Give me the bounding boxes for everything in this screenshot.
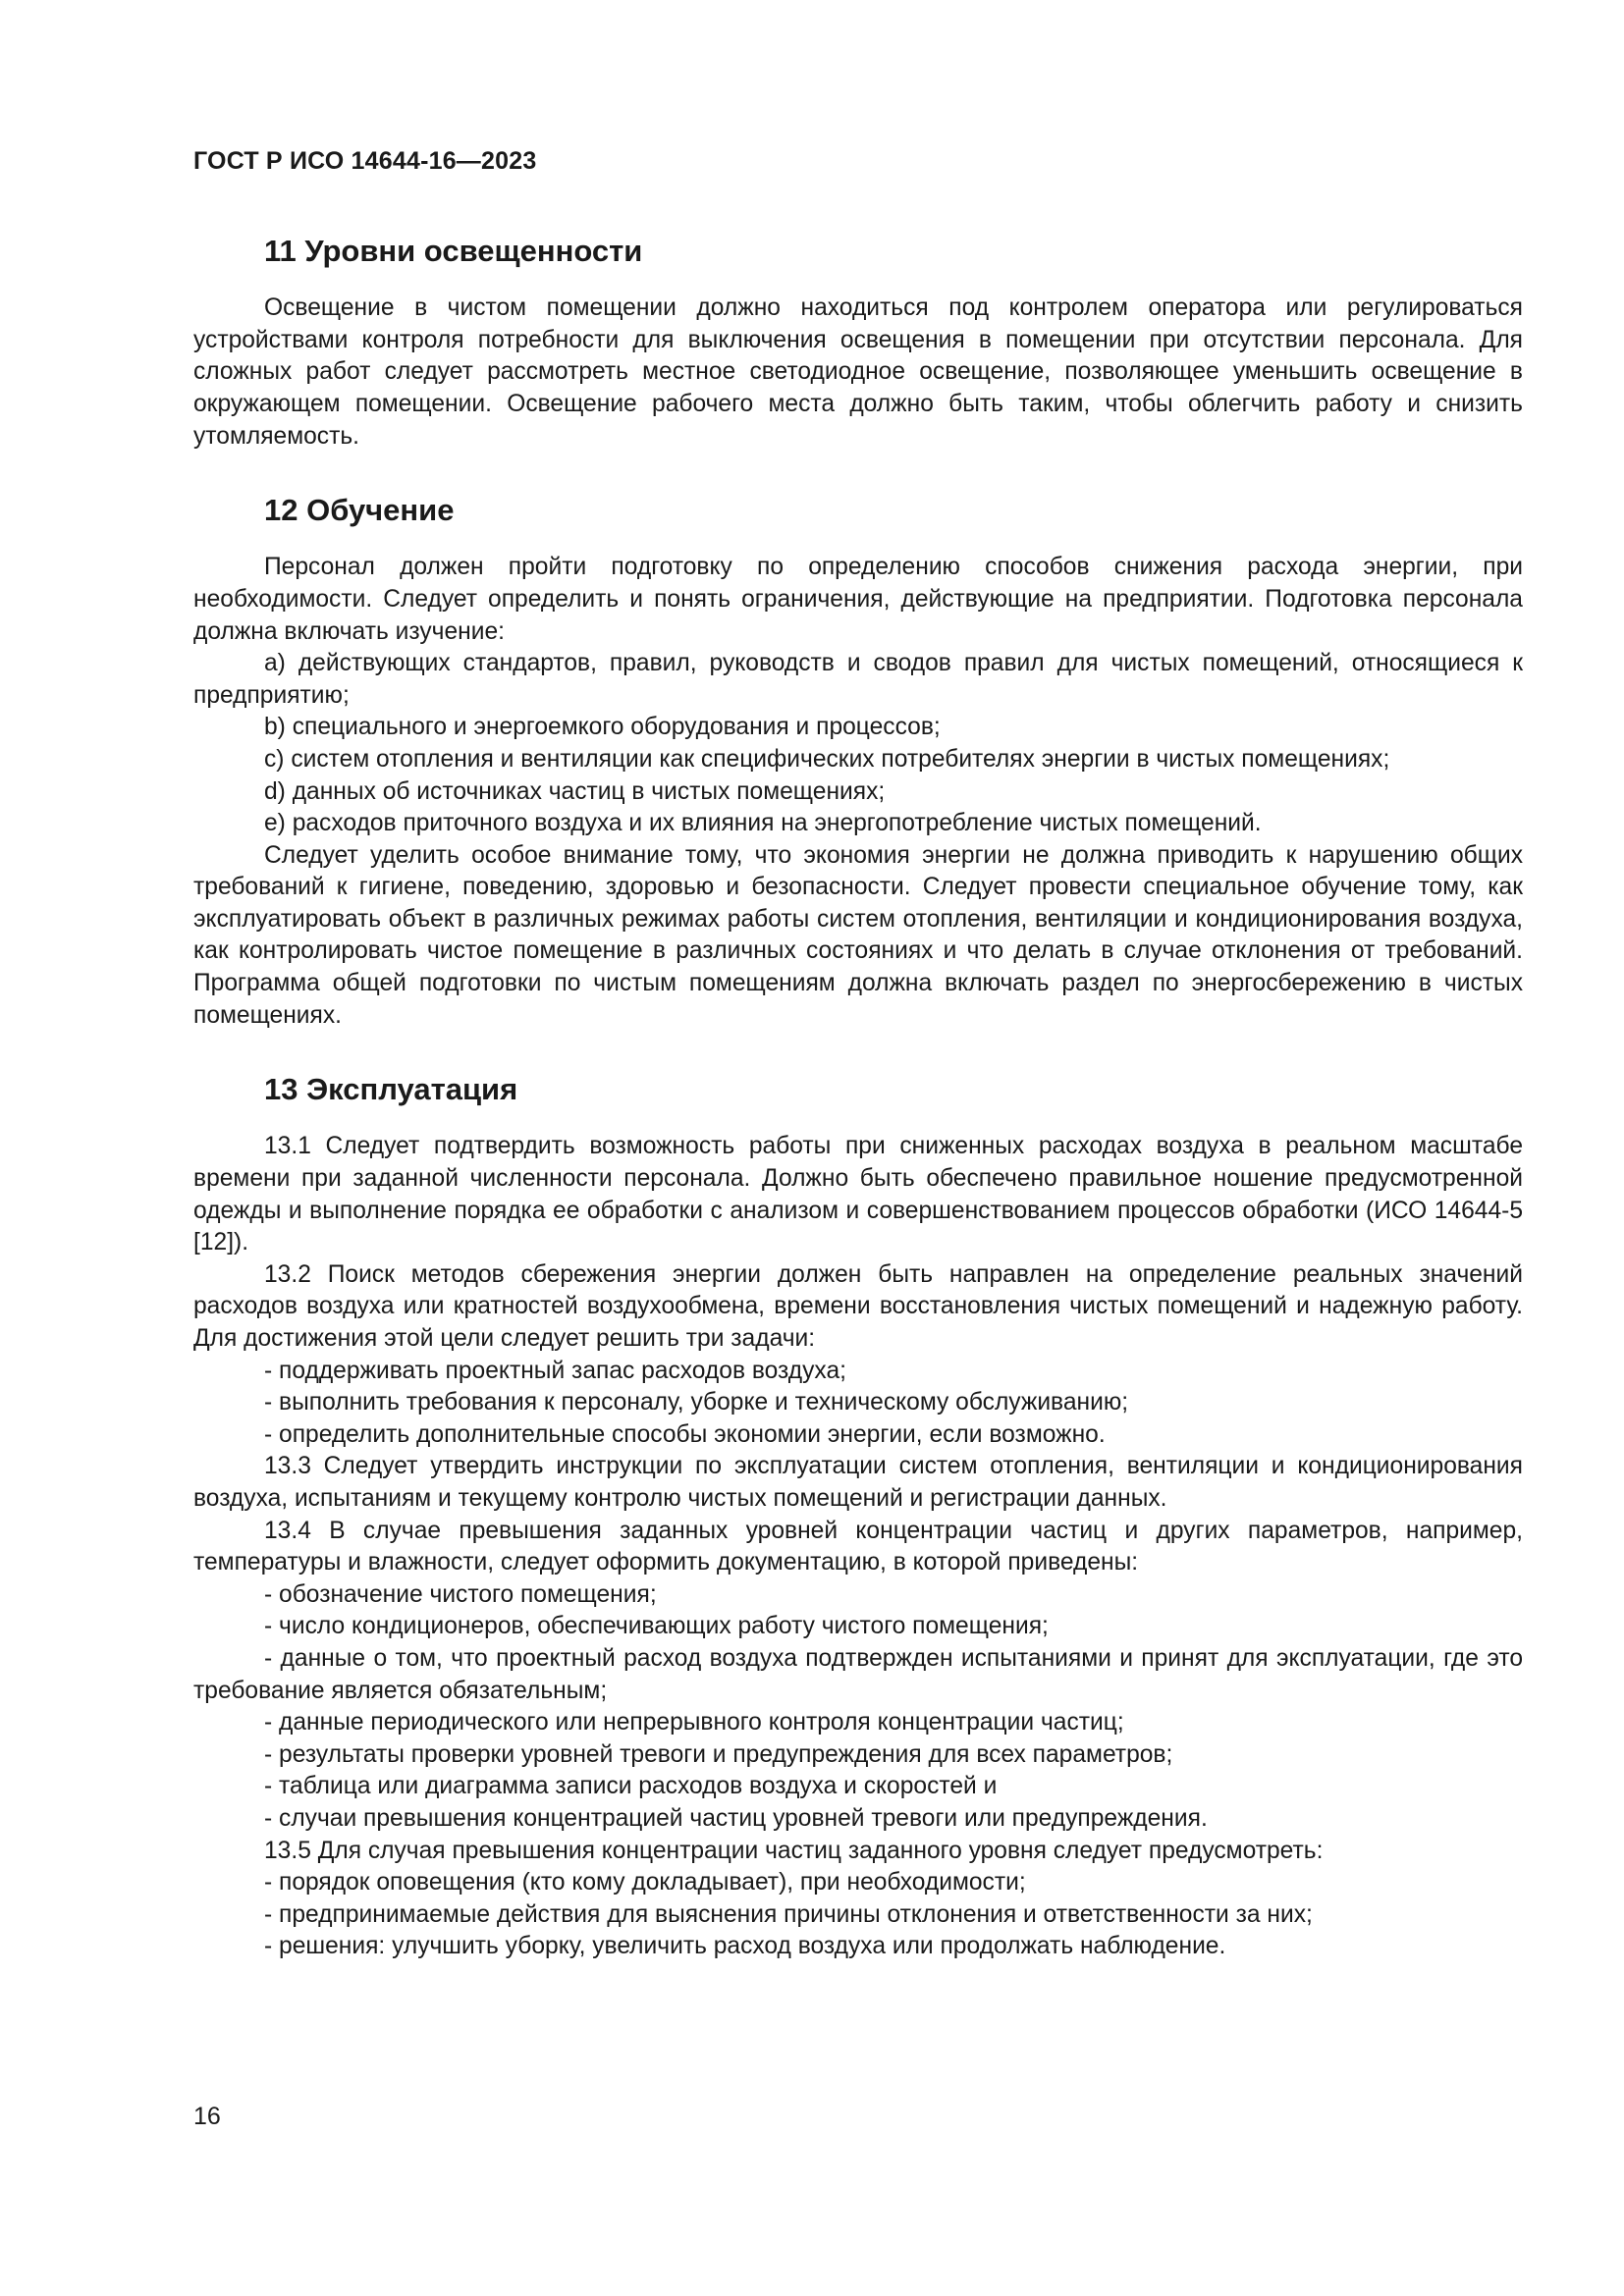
section-12-training [193,492,1523,1032]
list-item: - выполнить требования к персоналу, уборке и техническому обслуживанию; [264,1389,1129,1416]
paragraph: Освещение в чистом помещении должно находиться под контролем оператора или регулироваться устройствами контроля потребности для выключения освещения в помещении при отсутствии персонала. Для сложных работ следует рассмотреть местное светодиодное освещение, позволяющее уменьшить освещение в окружающем помещении. Освещение рабочего места должно быть таким, чтобы облегчить работу и снизить утомляемость. [193,294,1523,450]
clause-13-4: 13.4 В случае превышения заданных уровней концентрации частиц и других параметров, например, температуры и влажности, следует оформить документацию, в которой приведены: [193,1517,1523,1576]
section-13-operation [193,1071,1523,1963]
page-number: 16 [193,2103,221,2130]
list-item: - решения: улучшить уборку, увеличить расход воздуха или продолжать наблюдение. [264,1933,1226,1960]
list-item: - поддерживать проектный запас расходов воздуха; [264,1357,846,1384]
paragraph: Следует уделить особое внимание тому, что экономия энергии не должна приводить к нарушению общих требований к гигиене, поведению, здоровью и безопасности. Следует провести специальное обучение тому, как эксплуатировать объект в различных режимах работы систем отопления, вентиляции и кондиционирования воздуха, как контролировать чистое помещение в различных состояниях и что делать в случае отклонения от требований. Программа общей подготовки по чистым помещениям должна включать раздел по энергосбережению в чистых помещениях. [193,841,1523,1029]
list-item: c) систем отопления и вентиляции как специфических потребителях энергии в чистых помещениях; [264,745,1390,773]
section-title: 13 Эксплуатация [264,1072,518,1107]
list-item: - число кондиционеров, обеспечивающих работу чистого помещения; [264,1613,1049,1640]
section-title: 12 Обучение [264,493,455,528]
clause-13-2: 13.2 Поиск методов сбережения энергии должен быть направлен на определение реальных значений расходов воздуха или кратностей воздухообмена, времени восстановления чистых помещений и надежную работу. Для достижения этой цели следует решить три задачи: [193,1260,1523,1352]
document-page [193,147,1523,2002]
list-item: - обозначение чистого помещения; [264,1580,657,1608]
list-item: - случаи превышения концентрацией частиц уровней тревоги или предупреждения. [264,1804,1208,1832]
clause-13-1: 13.1 Следует подтвердить возможность работы при сниженных расходах воздуха в реальном масштабе времени при заданной численности персонала. Должно быть обеспечено правильное ношение предусмотренной одежды и выполнение порядка ее обработки с анализом и совершенствованием процессов обработки (ИСО 14644-5 [12]). [193,1133,1523,1256]
list-item: d) данных об источниках частиц в чистых помещениях; [264,777,886,805]
list-item: - данные о том, что проектный расход воздуха подтвержден испытаниями и принят для эксплуатации, где это требование является обязательным; [193,1644,1523,1704]
document-code-header: ГОСТ Р ИСО 14644-16—2023 [193,147,537,175]
section-title: 11 Уровни освещенности [264,234,643,268]
list-item: a) действующих стандартов, правил, руководств и сводов правил для чистых помещений, относящиеся к предприятию; [193,650,1523,709]
clause-13-5: 13.5 Для случая превышения концентрации частиц заданного уровня следует предусмотреть: [264,1837,1324,1864]
list-item: e) расходов приточного воздуха и их влияния на энергопотребление чистых помещений. [264,810,1262,837]
clause-13-3: 13.3 Следует утвердить инструкции по эксплуатации систем отопления, вентиляции и кондиционирования воздуха, испытаниям и текущему контролю чистых помещений и регистрации данных. [193,1453,1523,1512]
list-item: b) специального и энергоемкого оборудования и процессов; [264,714,941,741]
paragraph: Персонал должен пройти подготовку по определению способов снижения расхода энергии, при необходимости. Следует определить и понять ограничения, действующие на предприятии. Подготовка персонала должна включать изучение: [193,554,1523,645]
list-item: - предпринимаемые действия для выяснения причины отклонения и ответственности за них; [264,1900,1313,1928]
section-11-lighting [193,233,1523,453]
list-item: - данные периодического или непрерывного контроля концентрации частиц; [264,1709,1124,1736]
list-item: - определить дополнительные способы экономии энергии, если возможно. [264,1420,1106,1448]
list-item: - порядок оповещения (кто кому докладывает), при необходимости; [264,1869,1026,1896]
list-item: - таблица или диаграмма записи расходов воздуха и скоростей и [264,1773,998,1800]
list-item: - результаты проверки уровней тревоги и предупреждения для всех параметров; [264,1740,1173,1768]
